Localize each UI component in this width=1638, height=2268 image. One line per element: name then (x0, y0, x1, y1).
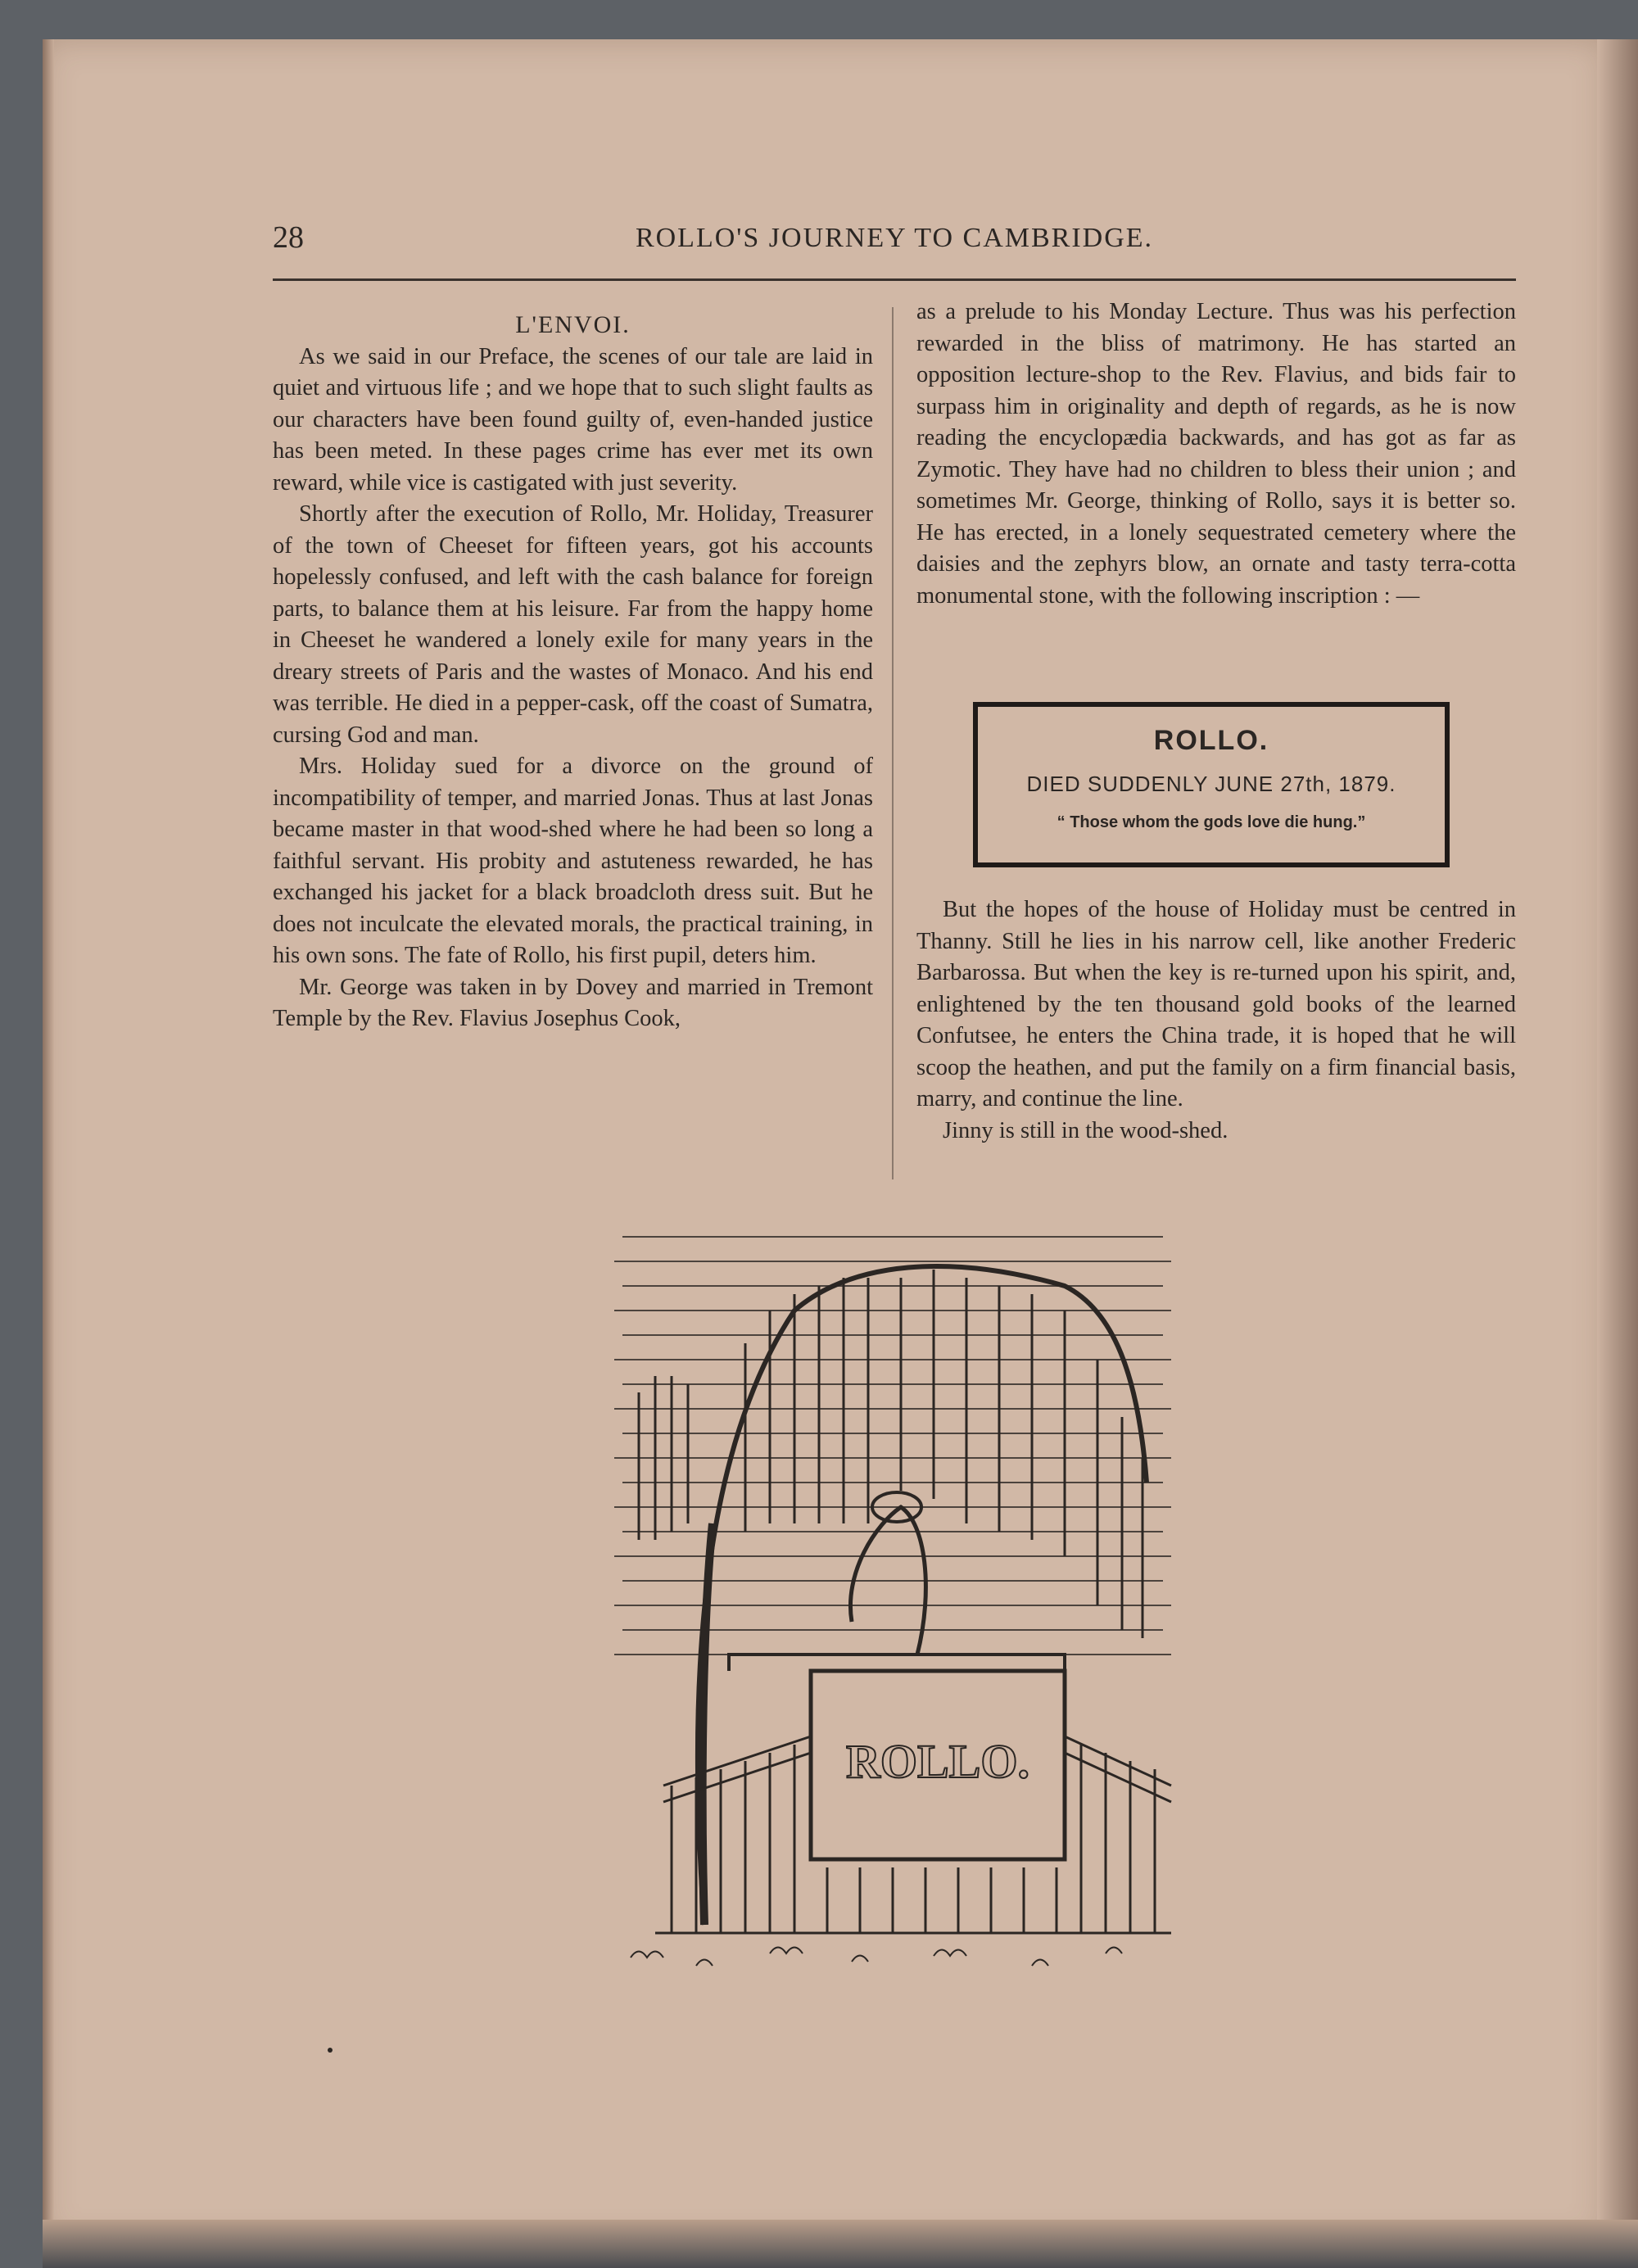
right-column-lower (916, 894, 1516, 1147)
epitaph-box (973, 702, 1450, 867)
tombstone-text: ROLLO. (846, 1735, 1029, 1788)
ink-dot (328, 2048, 333, 2053)
book-title: ROLLO'S JOURNEY TO CAMBRIDGE. (635, 223, 1154, 253)
paragraph: As we said in our Preface, the scenes of our tale are laid in quiet and virtuous life ; and we hope that to such slight faults as our characters have been found guilty of, even-handed justice has been meted. In these pages crime has ever met its own reward, while vice is castigated with just severity. (273, 343, 873, 496)
page-gutter (43, 39, 54, 2243)
epitaph-quote: “ Those whom the gods love die hung.” (1057, 813, 1366, 831)
right-column (916, 297, 1516, 612)
page-edge (1597, 39, 1638, 2243)
paragraph: Jinny is still in the wood-shed. (943, 1117, 1228, 1143)
left-column (273, 310, 873, 1035)
column-divider (892, 307, 894, 1179)
page-number: 28 (273, 220, 304, 255)
paragraph: Mrs. Holiday sued for a divorce on the ground of incompatibility of temper, and married Jonas. Thus at last Jonas became master in that wood-shed where he had been so long a faithful servant. His probity and astuteness rewarded, he has exchanged his jacket for a black broadcloth dress suit. But he does not inculcate the elevated morals, the practical training, in his own sons. The fate of Rollo, his first pupil, deters him. (273, 754, 873, 968)
epitaph-name: ROLLO. (1153, 725, 1269, 756)
epitaph-date: DIED SUDDENLY JUNE 27th, 1879. (1026, 772, 1396, 796)
running-head (273, 220, 1516, 260)
paragraph: Shortly after the execution of Rollo, Mr. Holiday, Treasurer of the town of Cheeset for fifteen years, got his accounts hopelessly confused, and left with the cash balance for foreign parts, to balance them at his leisure. Far from the happy home in Cheeset he wandered a lonely exile for many years in the dreary streets of Paris and the wastes of Monaco. And his end was terrible. He died in a pepper-cask, off the coast of Sumatra, cursing God and man. (273, 501, 873, 748)
page-bottom-edge (43, 2220, 1638, 2268)
paragraph-continued: as a prelude to his Monday Lecture. Thus was his perfection rewarded in the bliss of matrimony. He has started an opposition lecture-shop to the Rev. Flavius, and bids fair to surpass him in originality and depth of regards, as he is now reading the encyclopædia backwards, and has got as far as Zymotic. They have had no children to bless their union ; and sometimes Mr. George, thinking of Rollo, says it is better so. He has erected, in a lonely sequestrated cemetery where the daisies and the zephyrs blow, an ornate and tasty terra-cotta monumental stone, with the following inscription : — (916, 299, 1516, 609)
header-rule (273, 278, 1516, 281)
section-title: L'ENVOI. (515, 311, 631, 338)
willow-tomb-illustration (606, 1212, 1179, 2007)
paragraph: Mr. George was taken in by Dovey and married in Tremont Temple by the Rev. Flavius Josephus Cook, (273, 974, 873, 1031)
paragraph: But the hopes of the house of Holiday must be centred in Thanny. Still he lies in his narrow cell, like another Frederic Barbarossa. But when the key is re-turned upon his spirit, and, enlightened by the ten thousand gold books of the learned Confutsee, he enters the China trade, it is hoped that he will scoop the heathen, and put the family on a firm financial basis, marry, and continue the line. (916, 897, 1516, 1111)
